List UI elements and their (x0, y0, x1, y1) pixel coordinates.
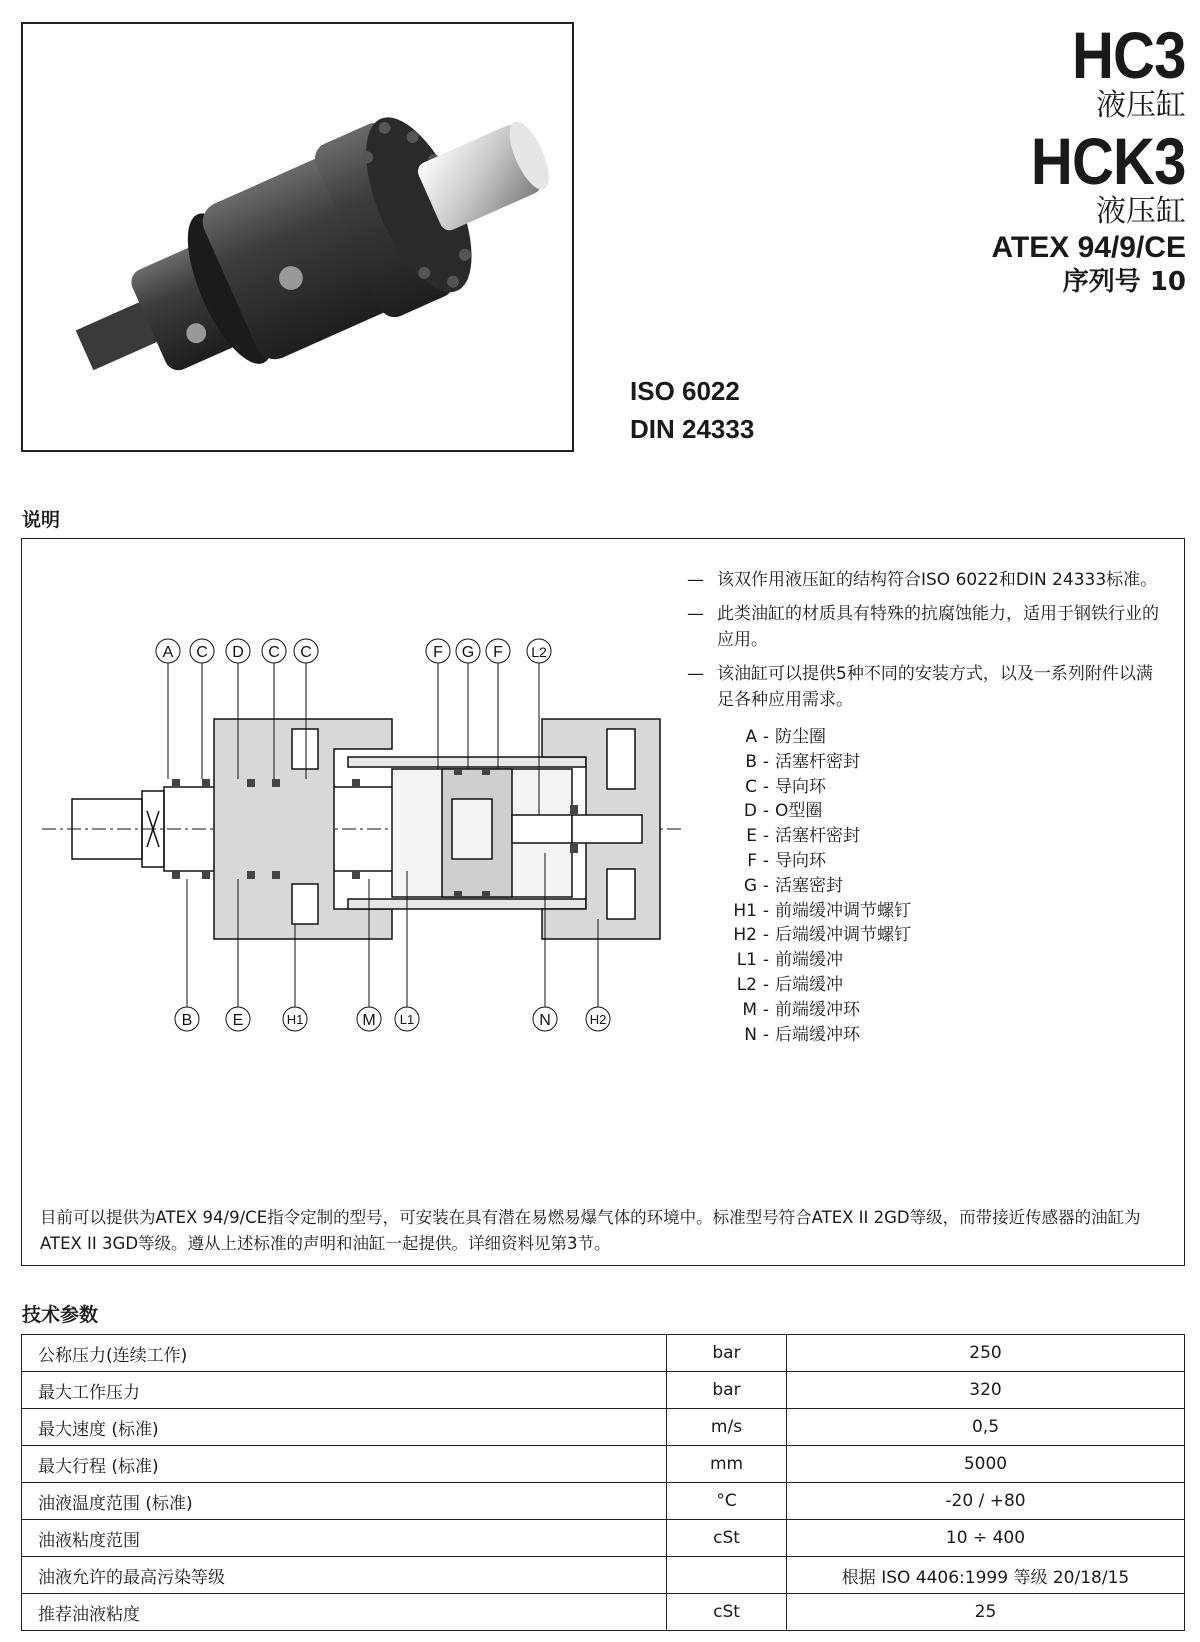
param-unit: mm (667, 1446, 787, 1483)
param-unit: cSt (667, 1594, 787, 1631)
bullet-item: — 该双作用液压缸的结构符合ISO 6022和DIN 24333标准。 (687, 570, 1158, 590)
param-unit: m/s (667, 1409, 787, 1446)
tech-spec-table (21, 1334, 1185, 1631)
diagram-label-top: C (268, 644, 280, 661)
cylinder-cross-section-diagram (42, 619, 682, 1059)
product-photo (21, 22, 574, 452)
bullet-item: — 此类油缸的材质具有特殊的抗腐蚀能力，适用于钢铁行业的应用。 (687, 604, 1159, 650)
param-value: 0,5 (787, 1409, 1185, 1446)
diagram-label-top: C (196, 644, 208, 661)
diagram-label-bottom: B (181, 1012, 193, 1029)
table-row (22, 1409, 1185, 1446)
diagram-label-top: L2 (531, 644, 547, 660)
table-row (22, 1372, 1185, 1409)
diagram-label-top: D (232, 644, 244, 661)
legend-row: D - O型圈 (743, 801, 823, 822)
diagram-label-bottom: H2 (589, 1012, 607, 1027)
legend-row: L2 - 后端缓冲 (736, 974, 843, 995)
legend-row: B - 活塞杆密封 (745, 751, 860, 772)
legend-row: H2 - 后端缓冲调节螺钉 (733, 925, 911, 946)
legend-row: F - 导向环 (747, 850, 826, 871)
param-name: 推荐油液粘度 (22, 1594, 667, 1631)
legend-row: L1 - 前端缓冲 (736, 950, 843, 971)
diagram-label-bottom: L1 (399, 1012, 415, 1027)
standard-din: DIN 24333 (630, 414, 755, 444)
title-block (991, 18, 1186, 298)
diagram-label-top: F (493, 644, 503, 661)
diagram-label-bottom: E (232, 1012, 244, 1029)
diagram-label-bottom: M (362, 1012, 376, 1029)
model-subtitle-hck3: 液压缸 (1096, 194, 1186, 229)
table-row (22, 1335, 1185, 1372)
param-unit: bar (667, 1372, 787, 1409)
legend-row: M - 前端缓冲环 (742, 999, 860, 1020)
diagram-label-top: F (433, 644, 443, 661)
table-row (22, 1446, 1185, 1483)
standards-block (630, 372, 754, 448)
diagram-label-top: G (461, 644, 475, 661)
description-heading: 说明 (22, 509, 61, 531)
param-value: 250 (787, 1335, 1185, 1372)
hydraulic-cylinder-image (23, 24, 572, 450)
table-row (22, 1594, 1185, 1631)
standard-iso: ISO 6022 (630, 376, 740, 406)
param-name: 油液粘度范围 (22, 1520, 667, 1557)
param-value: 320 (787, 1372, 1185, 1409)
param-unit: cSt (667, 1520, 787, 1557)
serial-label: 序列号 10 (1062, 267, 1186, 297)
diagram-label-top: A (162, 644, 174, 661)
param-name: 最大速度 (标准) (22, 1409, 667, 1446)
atex-label: ATEX 94/9/CE (991, 231, 1186, 264)
table-row (22, 1483, 1185, 1520)
diagram-label-top: C (300, 644, 312, 661)
param-value: 根据 ISO 4406:1999 等级 20/18/15 (787, 1557, 1185, 1594)
legend-row: C - 导向环 (745, 776, 826, 797)
atex-note: 目前可以提供为ATEX 94/9/CE指令定制的型号，可安装在具有潜在易燃易爆气体的环境中。标准型号符合ATEX II 2GD等级，而带接近传感器的油缸为ATEX II 3GD等级。遵从上述标准的声明和油缸一起提供。详细资料见第3节。 (40, 1208, 1141, 1253)
description-box (21, 538, 1185, 1266)
table-row (22, 1520, 1185, 1557)
diagram-label-bottom: H1 (286, 1012, 304, 1027)
param-value: 10 ÷ 400 (787, 1520, 1185, 1557)
model-subtitle-hc3: 液压缸 (1096, 88, 1186, 123)
param-value: -20 / +80 (787, 1483, 1185, 1520)
param-value: 5000 (787, 1446, 1185, 1483)
param-unit: bar (667, 1335, 787, 1372)
table-row (22, 1557, 1185, 1594)
param-unit (667, 1557, 787, 1594)
description-bullets (687, 567, 1162, 1047)
component-legend (709, 725, 1162, 1047)
legend-row: N - 后端缓冲环 (744, 1024, 860, 1045)
param-name: 最大工作压力 (22, 1372, 667, 1409)
bullet-item: — 该油缸可以提供5种不同的安装方式，以及一系列附件以满足各种应用需求。 (687, 664, 1153, 710)
legend-row: H1 - 前端缓冲调节螺钉 (733, 900, 911, 921)
tech-heading: 技术参数 (22, 1304, 99, 1326)
legend-row: G - 活塞密封 (743, 875, 843, 896)
param-name: 最大行程 (标准) (22, 1446, 667, 1483)
param-name: 油液允许的最高污染等级 (22, 1557, 667, 1594)
model-title-hck3: HCK3 (1031, 124, 1186, 198)
diagram-label-bottom: N (539, 1012, 551, 1029)
model-title-hc3: HC3 (1072, 18, 1186, 92)
param-value: 25 (787, 1594, 1185, 1631)
param-name: 油液温度范围 (标准) (22, 1483, 667, 1520)
legend-row: A - 防尘圈 (745, 727, 826, 747)
legend-row: E - 活塞杆密封 (746, 826, 860, 847)
param-unit: °C (667, 1483, 787, 1520)
param-name: 公称压力(连续工作) (22, 1335, 667, 1372)
